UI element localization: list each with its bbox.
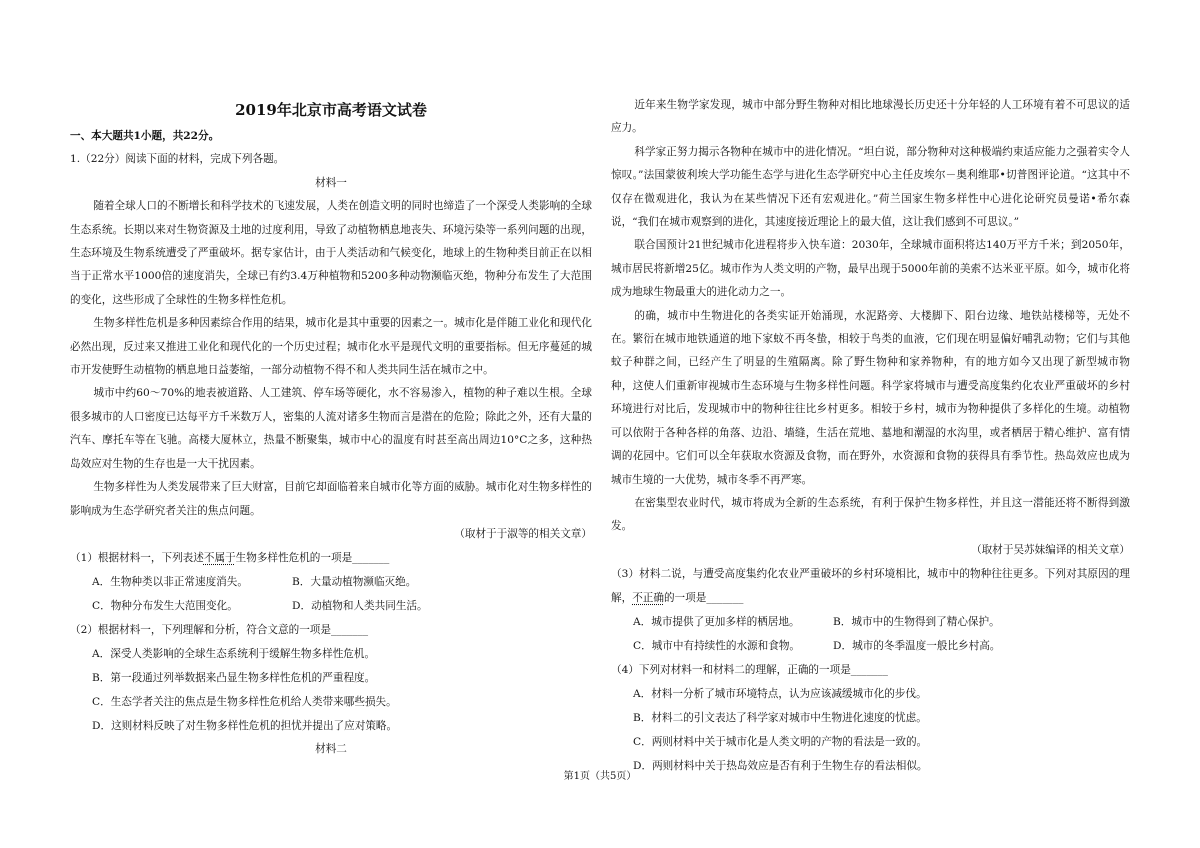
q2-option-d: D．这则材料反映了对生物多样性危机的担忧并提出了应对策略。 [92, 720, 398, 733]
q2-option-a: A．深受人类影响的全球生态系统利于缓解生物多样性危机。 [92, 648, 376, 661]
question-2-stem: （2）根据材料一，下列理解和分析，符合文意的一项是_______ [70, 624, 369, 637]
question-4-stem: （4）下列对材料一和材料二的理解，正确的一项是_______ [611, 664, 888, 677]
q3-option-d: D．城市的冬季温度一般比乡村高。 [833, 640, 1001, 653]
q2-option-c: C．生态学者关注的焦点是生物多样性危机给人类带来哪些损失。 [92, 696, 397, 709]
q3-stem-emphasis: 不正确 [632, 592, 664, 605]
q1-option-a: A．生物种类以非正常速度消失。 [92, 576, 248, 589]
material2-paragraph: 联合国预计21世纪城市化进程将步入快车道：2030年，全球城市面积将达140万平方千米；到2050年，城市居民将新增25亿。城市作为人类文明的产物，最早出现于5000年前的美索不达米亚平原。如今，城市化将成为地球生物最重大的进化动力之一。 [611, 239, 1130, 299]
material1-paragraph: 随着全球人口的不断增长和科学技术的飞速发展，人类在创造文明的同时也缔造了一个深受人类影响的全球生态系统。长期以来对生物资源及土地的过度利用，导致了动植物栖息地丧失、环境污染等一系列问题的出现，生态环境及生物系统遭受了严重破坏。据专家估计，由于人类活动和气候变化，地球上的生物种类目前正在以相当于正常水平1000倍的速度消失，全球已有约3.4万种植物和5200多种动物濒临灭绝，物种分布发生了大范围的变化，这些形成了全球性的生物多样性危机。 [70, 200, 592, 306]
question-3-stem [611, 562, 1130, 610]
material2-source: （取材于吴苏妹编译的相关文章） [971, 543, 1130, 556]
q1-stem-after: 生物多样性危机的一项是_______ [235, 552, 390, 565]
q3-stem-after: 的一项是_______ [663, 592, 744, 605]
q2-option-b: B．第一段通过列举数据来凸显生物多样性危机的严重程度。 [92, 672, 376, 685]
question-intro: 1.（22分）阅读下面的材料，完成下列各题。 [70, 153, 285, 166]
q4-option-d: D．两则材料中关于热岛效应是否有利于生物生存的看法相似。 [633, 760, 928, 773]
material1-paragraph: 生物多样性危机是多种因素综合作用的结果，城市化是其中重要的因素之一。城市化是伴随工业化和现代化必然出现，反过来又推进工业化和现代化的一个历史过程；城市化水平是现代文明的重要指标。但无序蔓延的城市开发使野生动植物的栖息地日益萎缩，一部分动植物不得不和人类共同生活在城市之中。 [70, 317, 592, 377]
material2-paragraph: 的确，城市中生物进化的各类实证开始涌现，水泥路旁、大楼脚下、阳台边缘、地铁站楼梯等，无处不在。繁衍在城市地铁通道的地下家蚊不再冬蛰，相较于鸟类的血液，它们现在明显偏好哺乳动物；它们与其他蚊子种群之间，已经产生了明显的生殖隔离。除了野生物种和家养物种，有的地方如今又出现了新型城市物种，这使人们重新审视城市生态环境与生物多样性问题。科学家将城市与遭受高度集约化农业严重破坏的乡村环境进行对比后，发现城市中的物种往往比乡村更多。相较于乡村，城市为物种提供了多样化的生境。动植物可以依附于各种各样的角落、边沿、墙缝，生活在荒地、墓地和潮湿的水沟里，或者栖居于精心维护、富有情调的花园中。它们可以全年获取水资源及食物，而在野外，水资源和食物的获得具有季节性。热岛效应也成为城市生境的一大优势，城市冬季不再严寒。 [611, 309, 1130, 486]
q3-option-a: A．城市提供了更加多样的栖居地。 [633, 616, 800, 629]
q1-options-row [70, 594, 592, 618]
material1-heading: 材料一 [315, 176, 347, 189]
q3-option-c: C．城市中有持续性的水源和食物。 [633, 640, 801, 653]
material1-source: （取材于于淑等的相关文章） [454, 527, 592, 540]
q4-option-a: A．材料一分析了城市环境特点，认为应该减缓城市化的步伐。 [633, 688, 927, 701]
q1-option-d: D．动植物和人类共同生活。 [292, 600, 428, 613]
q1-stem-emphasis: 不属于 [203, 552, 236, 565]
q3-options-row [611, 610, 1130, 634]
material2-paragraph: 在密集型农业时代，城市将成为全新的生态系统，有利于保护生物多样性，并且这一潜能还将不断得到激发。 [611, 496, 1130, 533]
material2-paragraph: 近年来生物学家发现，城市中部分野生物种对相比地球漫长历史还十分年轻的人工环境有着不可思议的适应力。 [611, 99, 1130, 135]
q3-option-b: B．城市中的生物得到了精心保护。 [833, 616, 1000, 629]
q1-stem-before: （1）根据材料一，下列表述 [70, 552, 204, 565]
q1-options-row [70, 570, 592, 594]
material1-paragraph: 生物多样性为人类发展带来了巨大财富，目前它却面临着来自城市化等方面的威胁。城市化对生物多样性的影响成为生态学研究者关注的焦点问题。 [70, 481, 592, 517]
material1-paragraph: 城市中约60～70%的地表被道路、人工建筑、停车场等硬化，水不容易渗入，植物的种子难以生根。全球很多城市的人口密度已达每平方千米数万人，密集的人流对诸多生物而言是潜在的危险；除此之外，还有大量的汽车、摩托车等在飞驰。高楼大厦林立，热量不断聚集，城市中心的温度有时甚至高出周边10°C之多，这种热岛效应对生物的生存也是一大干扰因素。 [70, 387, 592, 470]
q3-stem-before: （3）材料二说，与遭受高度集约化农业严重破坏的乡村环境相比，城市中的物种往往更多。下列对其原因的理解， [611, 568, 1130, 605]
q1-option-c: C．物种分布发生大范围变化。 [92, 600, 238, 613]
page-footer: 第1页（共5页） [563, 771, 637, 782]
page-title: 2019年北京市高考语文试卷 [235, 101, 427, 119]
right-column [611, 94, 1130, 778]
q4-option-c: C．两则材料中关于城市化是人类文明的产物的看法是一致的。 [633, 736, 928, 749]
q3-options-row [611, 634, 1130, 658]
question-1-stem [70, 546, 592, 570]
material2-paragraph: 科学家正努力揭示各物种在城市中的进化情况。“坦白说，部分物种对这种极端约束适应能力之强着实令人惊叹。”法国蒙彼利埃大学功能生态学与进化生态学研究中心主任皮埃尔－奥利维耶•切普图评论道。“这其中不仅存在微观进化，我认为在某些情况下还有宏观进化。”荷兰国家生物多样性中心进化论研究员曼诺•希尔森说，“我们在城市观察到的进化，其速度接近理论上的最大值，这让我们感到不可思议。” [611, 145, 1130, 229]
q1-option-b: B．大量动植物濒临灭绝。 [292, 576, 417, 589]
q4-option-b: B．材料二的引文表达了科学家对城市中生物进化速度的忧虑。 [633, 712, 927, 725]
material2-heading: 材料二 [315, 743, 347, 756]
section-heading: 一、本大题共1小题，共22分。 [70, 130, 220, 142]
left-column [70, 94, 592, 762]
